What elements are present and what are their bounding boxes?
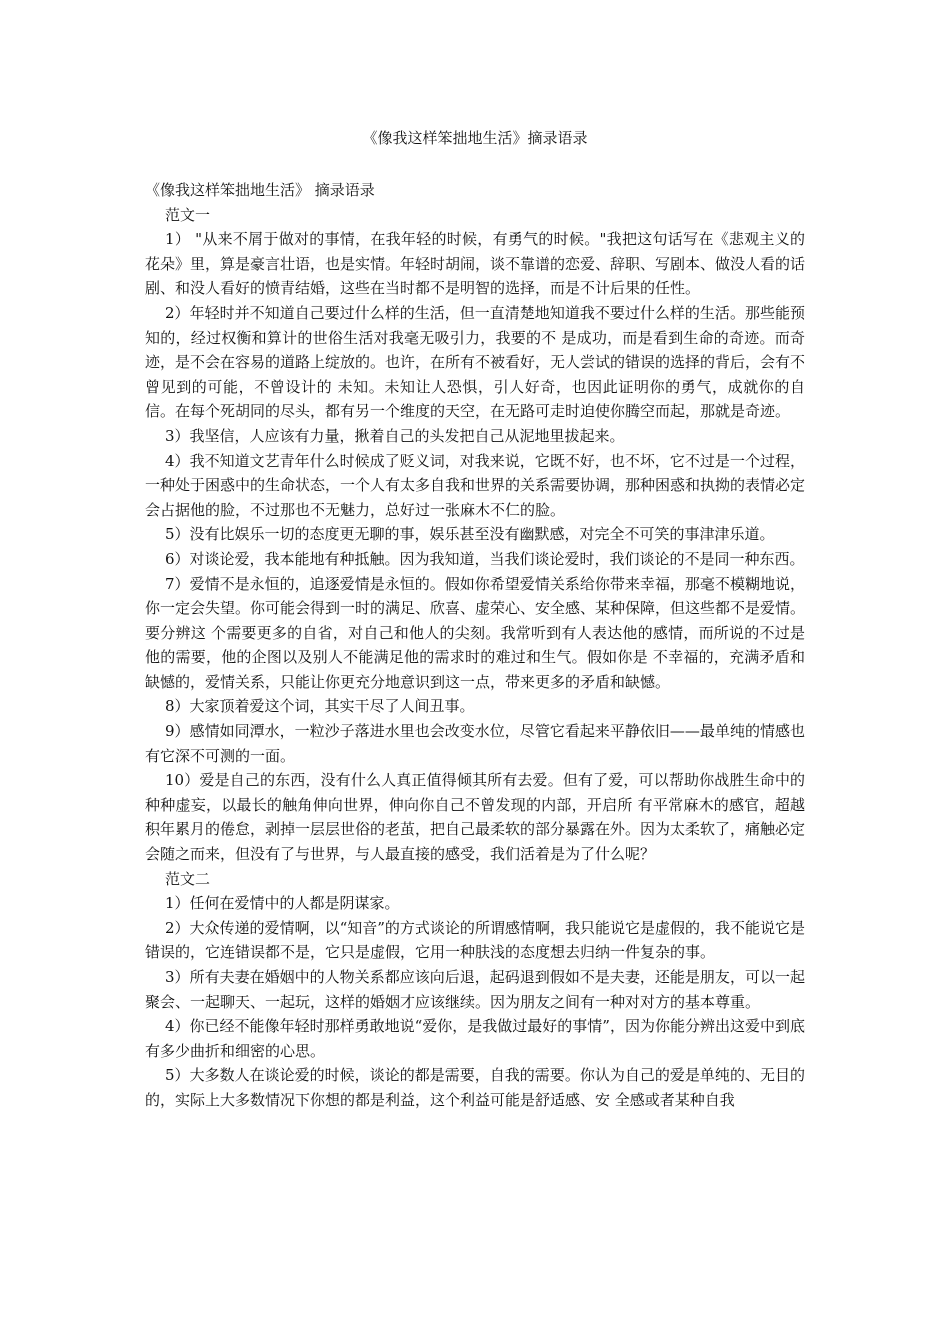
document-body	[145, 178, 805, 1113]
paragraph-1-9: 9）感情如同潭水，一粒沙子落进水里也会改变水位，尽管它看起来平静依旧——最单纯的情感也有它深不可测的一面。	[145, 722, 805, 765]
section-heading-1: 范文一	[165, 205, 211, 224]
paragraph-1-6: 6）对谈论爱，我本能地有种抵触。因为我知道，当我们谈论爱时，我们谈论的不是同一种东西。	[165, 549, 805, 568]
paragraph-1-4: 4）我不知道文艺青年什么时候成了贬义词，对我来说，它既不好，也不坏，它不过是一个过程，一种处于困惑中的生命状态，一个人有太多自我和世界的关系需要协调，那种困惑和执拗的表情必定会占据他的脸，不过那也不无魅力，总好过一张麻木不仁的脸。	[145, 451, 806, 519]
paragraph-2-2: 2）大众传递的爱情啊，以“知音”的方式谈论的所谓感情啊，我只能说它是虚假的，我不能说它是错误的，它连错误都不是，它只是虚假，它用一种肤浅的态度想去归纳一件复杂的事。	[145, 918, 805, 962]
paragraph-2-3: 3）所有夫妻在婚姻中的人物关系都应该向后退，起码退到假如不是夫妻，还能是朋友，可以一起聚会、一起聊天、一起玩，这样的婚姻才应该继续。因为朋友之间有一种对对方的基本尊重。	[145, 968, 805, 1011]
paragraph-1-1: 1） "从来不屑于做对的事情，在我年轻的时候，有勇气的时候。"我把这句话写在《悲观主义的花朵》里，算是豪言壮语，也是实情。年轻时胡闹，谈不靠谱的恋爱、辞职、写剧本、做没人看的话剧、和没人看好的愤青结婚，这些在当时都不是明智的选择，而是不计后果的任性。	[145, 230, 806, 298]
paragraph-2-1: 1）任何在爱情中的人都是阴谋家。	[165, 894, 400, 913]
paragraph-1-3: 3）我坚信，人应该有力量，揪着自己的头发把自己从泥地里拔起来。	[165, 426, 625, 445]
paragraph-1-5: 5）没有比娱乐一切的态度更无聊的事，娱乐甚至没有幽默感，对完全不可笑的事津津乐道。	[165, 525, 775, 544]
paragraph-1-7: 7）爱情不是永恒的，追逐爱情是永恒的。假如你希望爱情关系给你带来幸福，那毫不模糊地说，你一定会失望。你可能会得到一时的满足、欣喜、虚荣心、安全感、某种保障，但这些都不是爱情。要分辨这 个需要更多的自省，对自己和他人的尖刻。我常听到有人表达他的感情，而所说的不过是他的需要，他的企图以及别人不能满足他的需求时的难过和生气。假如你是 不幸福的，充满矛盾和缺憾的，爱情关系，只能让你更充分地意识到这一点，带来更多的矛盾和缺憾。	[145, 574, 806, 691]
page-title: 《像我这样笨拙地生活》摘录语录	[362, 129, 588, 147]
paragraph-2-4: 4）你已经不能像年轻时那样勇敢地说“爱你，是我做过最好的事情”，因为你能分辨出这爱中到底有多少曲折和细密的心思。	[145, 1017, 805, 1060]
paragraph-1-2: 2）年轻时并不知道自己要过什么样的生活，但一直清楚地知道我不要过什么样的生活。那些能预知的，经过权衡和算计的世俗生活对我毫无吸引力，我要的不 是成功，而是看到生命的奇迹。而奇迹，是不会在容易的道路上绽放的。也许，在所有不被看好，无人尝试的错误的选择的背后，会有不曾见到的可能，不曾设计的 未知。未知让人恐惧，引人好奇，也因此证明你的勇气，成就你的自信。在每个死胡同的尽头，都有另一个维度的天空，在无路可走时迫使你腾空而起，那就是奇迹。	[145, 303, 806, 421]
document-subtitle: 《像我这样笨拙地生活》 摘录语录	[145, 181, 375, 199]
paragraph-1-10: 10）爱是自己的东西，没有什么人真正值得倾其所有去爱。但有了爱，可以帮助你战胜生命中的种种虚妄，以最长的触角伸向世界，伸向你自己不曾发现的内部，开启所 有平常麻木的感官，超越积年累月的倦怠，剥掉一层层世俗的老茧，把自己最柔软的部分暴露在外。因为太柔软了，痛触必定会随之而来，但没有了与世界，与人最直接的感受，我们活着是为了什么呢？	[145, 771, 806, 864]
section-heading-2: 范文二	[165, 869, 211, 888]
paragraph-1-8: 8）大家顶着爱这个词，其实干尽了人间丑事。	[165, 697, 475, 716]
paragraph-2-5: 5）大多数人在谈论爱的时候，谈论的都是需要，自我的需要。你认为自己的爱是单纯的、无目的的，实际上大多数情况下你想的都是利益，这个利益可能是舒适感、安 全感或者某种自我	[145, 1066, 805, 1109]
